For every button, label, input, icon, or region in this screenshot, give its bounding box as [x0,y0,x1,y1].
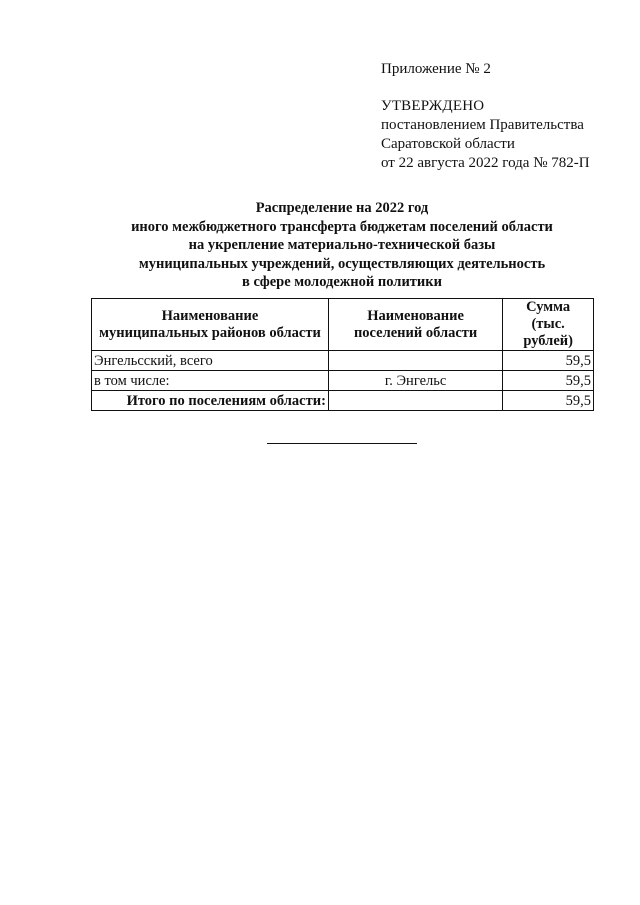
approval-date-line: от 22 августа 2022 года № 782-П [381,155,590,171]
cell-total-label: Итого по поселениям области: [92,391,329,411]
header-district [92,299,329,351]
approval-decree-line: постановлением Правительства [381,117,584,133]
header-amount [503,299,594,351]
header-text: поселений области [353,324,478,341]
title-line: в сфере молодежной политики [242,274,442,291]
approved-stamp-text: УТВЕРЖДЕНО [381,98,485,114]
title-line: Распределение на 2022 год [255,200,429,216]
header-text: Наименование [367,307,464,324]
cell-settlement [328,351,502,371]
header-text: муниципальных районов области [99,324,321,341]
cell-district: Энгельсский, всего [92,351,329,371]
approval-block [381,60,621,173]
table-header-row [92,299,594,351]
document-title [90,199,594,292]
approval-region-line: Саратовской области [381,136,515,152]
cell-total-amount: 59,5 [503,391,594,411]
end-divider [267,443,417,444]
title-line: муниципальных учреждений, осуществляющих деятельность [138,255,546,272]
allocation-table [91,298,594,411]
header-text: (тыс. рублей) [523,316,573,349]
table-row [92,351,594,371]
table-total-row [92,391,594,411]
title-line: иного межбюджетного трансферта бюджетам поселений области [131,218,553,235]
cell-settlement: г. Энгельс [328,371,502,391]
header-text: Сумма [526,299,571,315]
title-line: на укрепление материально-технической базы [188,237,496,254]
header-settlement [328,299,502,351]
appendix-number: Приложение № 2 [381,61,491,77]
table-row [92,371,594,391]
cell-settlement [328,391,502,411]
cell-amount: 59,5 [503,351,594,371]
cell-district: в том числе: [92,371,329,391]
cell-amount: 59,5 [503,371,594,391]
header-text: Наименование [161,307,259,324]
